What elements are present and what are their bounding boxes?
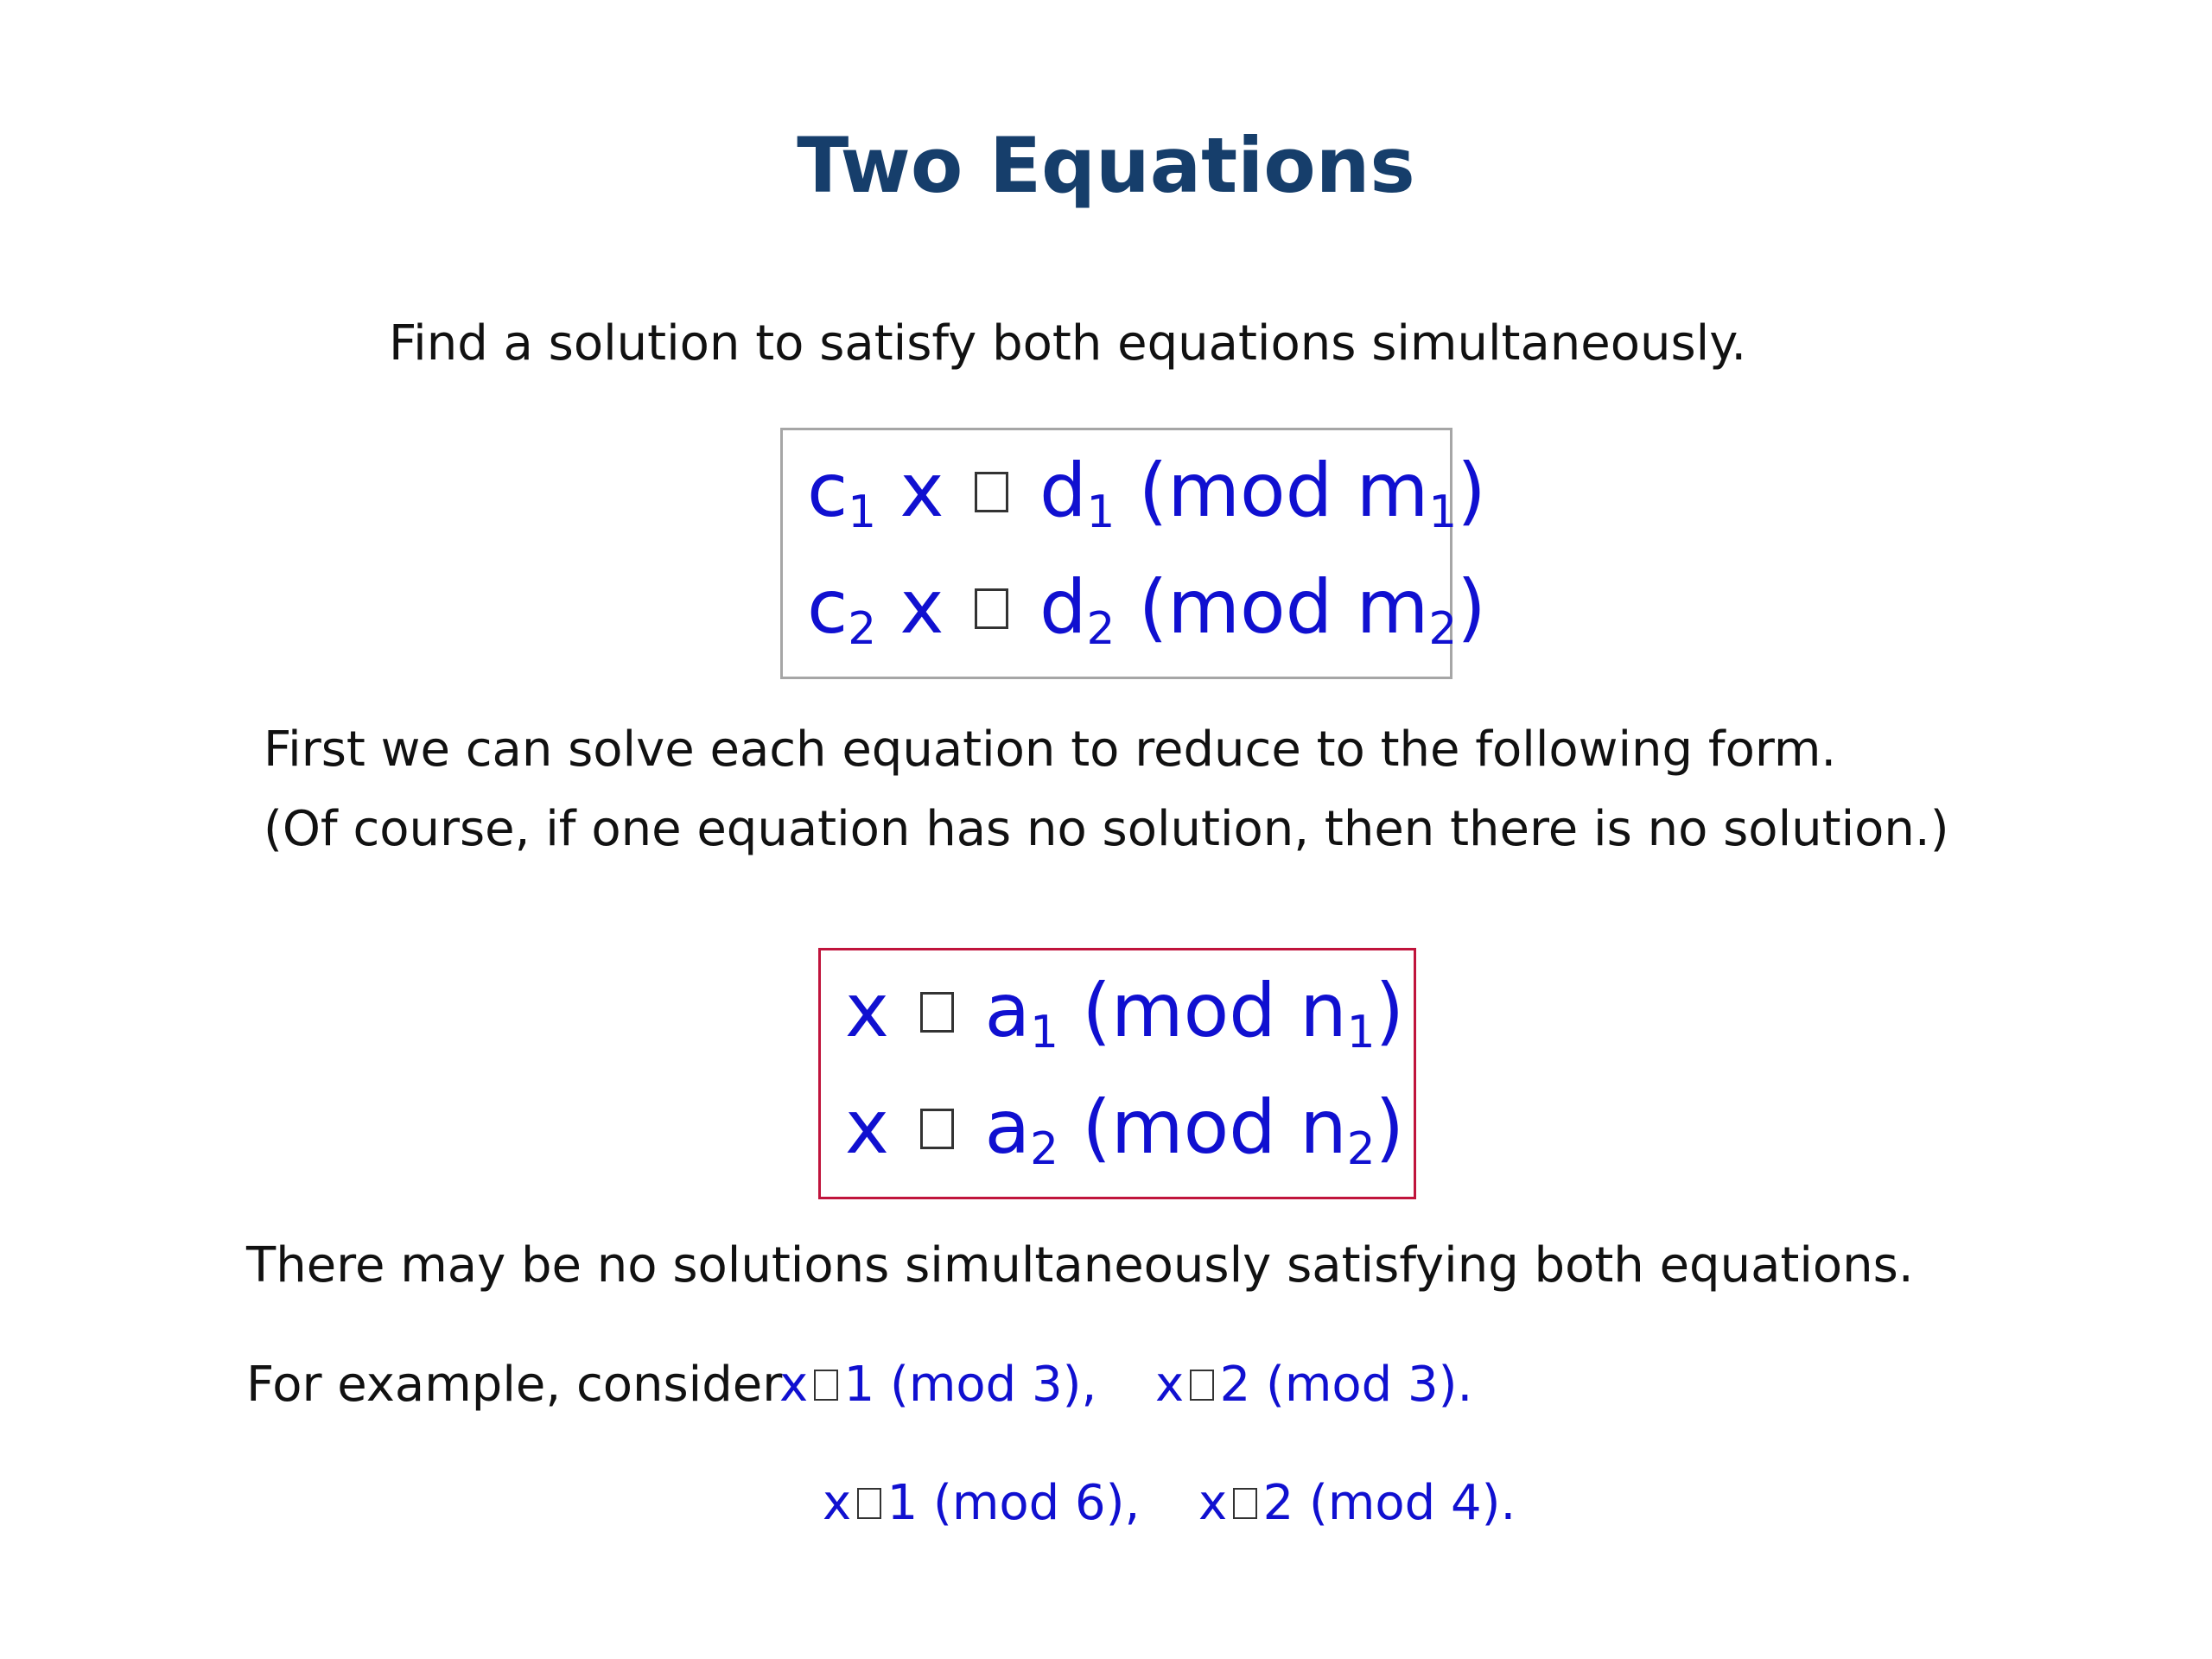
congruence-symbol-icon — [1233, 1488, 1257, 1519]
congruence-symbol-icon — [814, 1370, 838, 1401]
example-row-2-eq-b: x 2 (mod 4). — [1198, 1475, 1516, 1531]
explanation-line-2: (Of course, if one equation has no solution, then there is no solution.) — [264, 801, 1949, 857]
equation-2-reduced: x $a_2$ (mod $n_2$) — [845, 1084, 1405, 1175]
example-row-1-eq-a: x 1 (mod 3), — [779, 1357, 1097, 1413]
equation-box-general — [780, 428, 1486, 679]
equation-1-general: $c_1$ x $d_1$ (mod $m_1$) — [807, 448, 1486, 538]
intro-text: Find a solution to satisfy both equations simultaneously. — [389, 315, 1747, 372]
equation-1-reduced: x $a_1$ (mod $n_1$) — [845, 968, 1405, 1058]
slide-title: Two Equations — [797, 121, 1415, 210]
congruence-symbol-icon — [975, 472, 1008, 512]
example-label: For example, consider — [246, 1357, 783, 1413]
congruence-symbol-icon — [1190, 1370, 1214, 1401]
equation-box-reduced — [818, 948, 1416, 1199]
congruence-symbol-icon — [920, 1109, 954, 1149]
congruence-symbol-icon — [975, 588, 1008, 629]
example-row-2-eq-a: x 1 (mod 6), — [823, 1475, 1141, 1531]
no-solution-note: There may be no solutions simultaneously satisfying both equations. — [246, 1237, 1914, 1294]
congruence-symbol-icon — [920, 992, 954, 1033]
explanation-line-1: First we can solve each equation to reduce to the following form. — [264, 721, 1837, 778]
congruence-symbol-icon — [857, 1488, 881, 1519]
example-row-1-eq-b: x 2 (mod 3). — [1155, 1357, 1473, 1413]
equation-2-general: $c_2$ x $d_2$ (mod $m_2$) — [807, 564, 1486, 655]
